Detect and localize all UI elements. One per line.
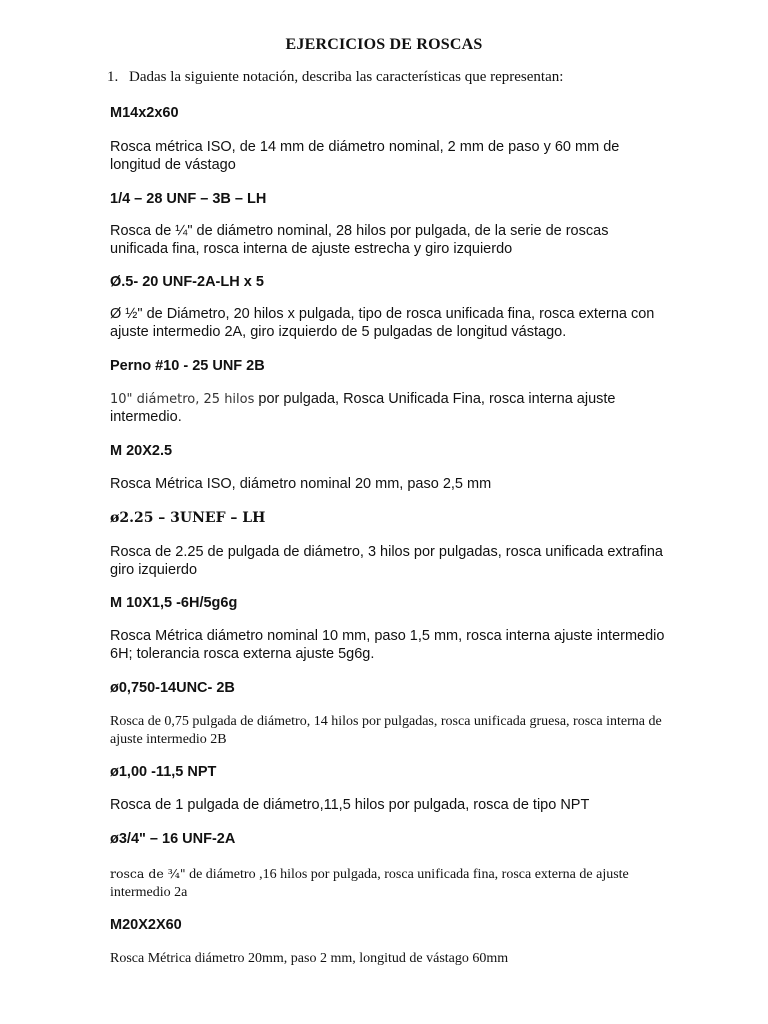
- thread-notation-heading: ø3/4" – 16 UNF-2A: [110, 831, 236, 847]
- thread-notation-description: Ø ½" de Diámetro, 20 hilos x pulgada, tipo de rosca unificada fina, rosca externa con ajuste intermedio 2A, giro izquierdo de 5 pulgadas de longitud vástago.: [110, 306, 655, 340]
- thread-notation-description: Rosca métrica ISO, de 14 mm de diámetro nominal, 2 mm de paso y 60 mm de longitud de vástago: [110, 139, 620, 173]
- document-title: EJERCICIOS DE ROSCAS: [285, 36, 483, 53]
- thread-notation-description: Rosca de 1 pulgada de diámetro,11,5 hilos por pulgada, rosca de tipo NPT: [110, 797, 590, 813]
- thread-notation-description: [110, 865, 670, 902]
- thread-notation-heading: M 10X1,5 -6H/5g6g: [110, 595, 238, 611]
- question-number: 1.: [107, 69, 119, 85]
- thread-notation-heading: ø0,750-14UNC- 2B: [110, 680, 235, 696]
- thread-notation-heading: ø2.25 – 3UNEF – LH: [110, 510, 266, 526]
- description-rest: de diámetro ,16 hilos por pulgada, rosca unificada fina, rosca externa de ajuste intermedio 2a: [110, 867, 629, 900]
- thread-notation-description: Rosca de 2.25 de pulgada de diámetro, 3 hilos por pulgadas, rosca unificada extrafina giro izquierdo: [110, 544, 663, 578]
- thread-notation-description: Rosca de 0,75 pulgada de diámetro, 14 hilos por pulgadas, rosca unificada gruesa, rosca interna de ajuste intermedio 2B: [110, 714, 662, 747]
- thread-notation-heading: ø1,00 -11,5 NPT: [110, 764, 217, 780]
- description-prefix: rosca de ¾": [110, 866, 186, 881]
- thread-notation-description: Rosca Métrica diámetro nominal 10 mm, paso 1,5 mm, rosca interna ajuste intermedio 6H; tolerancia rosca externa ajuste 5g6g.: [110, 628, 665, 662]
- thread-notation-heading: M 20X2.5: [110, 443, 173, 459]
- thread-notation-heading: M14x2x60: [110, 105, 179, 121]
- thread-notation-heading: M20X2X60: [110, 917, 182, 933]
- thread-notation-description: [110, 391, 670, 426]
- thread-notation-heading: Perno #10 - 25 UNF 2B: [110, 358, 265, 374]
- thread-notation-description: Rosca Métrica ISO, diámetro nominal 20 mm, paso 2,5 mm: [110, 476, 492, 492]
- description-prefix: 10" diámetro, 25 hilos: [110, 392, 255, 407]
- question-text: Dadas la siguiente notación, describa las características que representan:: [129, 69, 564, 85]
- description-rest: por pulgada, Rosca Unificada Fina, rosca interna ajuste intermedio.: [110, 391, 616, 425]
- thread-notation-description: Rosca Métrica diámetro 20mm, paso 2 mm, longitud de vástago 60mm: [110, 951, 509, 966]
- thread-notation-description: Rosca de ¼" de diámetro nominal, 28 hilos por pulgada, de la serie de roscas unificada fina, rosca interna de ajuste estrecha y giro izquierdo: [110, 223, 609, 257]
- thread-notation-heading: 1/4 – 28 UNF – 3B – LH: [110, 191, 267, 207]
- thread-notation-heading: Ø.5- 20 UNF-2A-LH x 5: [110, 274, 264, 290]
